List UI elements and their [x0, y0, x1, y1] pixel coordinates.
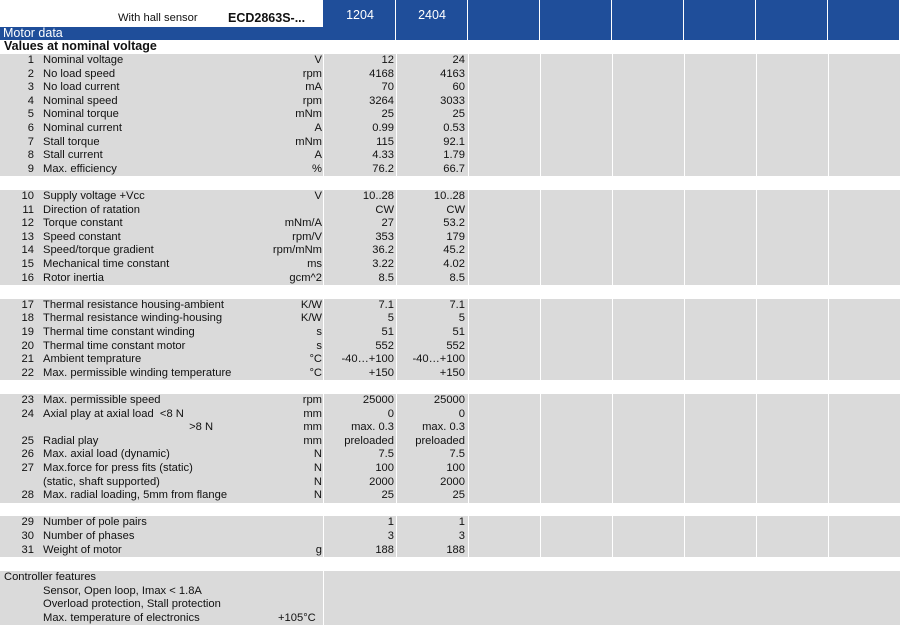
- value-2404: 25: [452, 108, 465, 121]
- table-row: [0, 217, 900, 231]
- row-number: 9: [27, 162, 34, 175]
- row-number: 28: [21, 489, 34, 502]
- table-row: [0, 489, 900, 503]
- value-2404: -40…+100: [412, 353, 465, 366]
- table-row: [0, 530, 900, 544]
- value-1204: +150: [368, 366, 394, 379]
- value-1204: max. 0.3: [351, 421, 394, 434]
- table-row: [0, 557, 900, 571]
- row-label: Thermal resistance winding-housing: [43, 312, 223, 325]
- value-2404: 51: [452, 326, 465, 338]
- row-unit: ms: [307, 258, 322, 270]
- value-2404: [398, 557, 465, 571]
- table-row: [0, 380, 900, 394]
- table-row: [0, 394, 900, 408]
- row-number: 17: [21, 298, 34, 311]
- row-label: No load speed: [43, 67, 116, 80]
- row-label: >8 N: [43, 421, 214, 434]
- controller-line-row: [0, 612, 900, 626]
- row-unit: [230, 516, 322, 530]
- row-label: Number of phases: [43, 530, 135, 542]
- value-2404: 0.53: [443, 122, 465, 134]
- row-number: [0, 380, 34, 394]
- table-row: [0, 149, 900, 163]
- table-row: [0, 258, 900, 272]
- table-row: [0, 299, 900, 313]
- empty-column-header: [612, 0, 684, 40]
- row-number: [0, 421, 34, 435]
- table-row: [0, 312, 900, 326]
- row-number: 3: [27, 81, 34, 94]
- row-number: 8: [27, 149, 34, 162]
- column-header-1204: 1204: [323, 0, 396, 40]
- row-unit: K/W: [300, 312, 322, 325]
- row-unit: N: [313, 462, 322, 474]
- table-header: [0, 0, 900, 40]
- row-number: 4: [27, 94, 34, 107]
- value-1204: 0.99: [372, 122, 394, 134]
- table-row: [0, 476, 900, 490]
- controller-sensor-text: Sensor, Open loop, Imax < 1.8A: [43, 584, 202, 597]
- row-unit: °C: [309, 353, 322, 366]
- value-1204: 115: [376, 135, 394, 148]
- value-1204: [326, 503, 394, 517]
- empty-column-header: [468, 0, 540, 40]
- row-unit: rpm: [302, 94, 322, 107]
- value-1204: 3.22: [372, 258, 394, 270]
- row-unit: mNm: [295, 135, 322, 148]
- value-1204: CW: [375, 203, 394, 216]
- empty-column-header: [756, 0, 828, 40]
- table-row: [0, 136, 900, 150]
- table-row: [0, 122, 900, 136]
- row-number: [0, 503, 34, 517]
- table-row: [0, 421, 900, 435]
- value-2404: 3033: [440, 94, 465, 107]
- value-2404: [398, 380, 465, 394]
- value-2404: 24: [452, 54, 465, 66]
- table-row: [0, 367, 900, 381]
- table-row: [0, 516, 900, 530]
- row-unit: V: [314, 54, 322, 66]
- value-1204: 76.2: [372, 162, 394, 175]
- controller-temp-label: Max. temperature of electronics: [43, 611, 200, 624]
- row-label: Speed/torque gradient: [43, 244, 154, 257]
- table-row: [0, 326, 900, 340]
- row-unit: [230, 503, 322, 517]
- row-unit: rpm/mNm: [272, 244, 322, 257]
- table-row: [0, 503, 900, 517]
- value-1204: 12: [381, 54, 394, 66]
- row-unit: mA: [305, 81, 322, 94]
- table-row: [0, 81, 900, 95]
- row-label: Direction of ratation: [43, 203, 141, 216]
- row-number: [0, 285, 34, 299]
- row-unit: s: [316, 326, 322, 338]
- row-number: 21: [21, 353, 34, 366]
- table-row: [0, 68, 900, 82]
- value-2404: 1: [458, 516, 465, 529]
- value-1204: 70: [381, 81, 394, 94]
- value-1204: -40…+100: [341, 353, 394, 366]
- row-unit: mm: [303, 421, 322, 434]
- controller-temp-value: +105°C: [278, 611, 316, 624]
- row-label: Stall current: [43, 149, 103, 162]
- empty-column-header: [684, 0, 756, 40]
- value-2404: 53.2: [443, 217, 465, 230]
- value-1204: 4.33: [372, 149, 394, 162]
- row-unit: g: [315, 543, 322, 556]
- table-row: [0, 435, 900, 449]
- empty-column-header: [828, 0, 900, 40]
- subsection-title: Values at nominal voltage: [4, 39, 157, 53]
- value-2404: 7.5: [449, 448, 465, 461]
- row-label: Ambient temprature: [43, 353, 142, 366]
- row-number: 24: [21, 407, 34, 420]
- column-header-2404: 2404: [396, 0, 468, 40]
- row-label: (static, shaft supported): [43, 475, 160, 488]
- value-1204: 8.5: [378, 271, 394, 284]
- value-2404: [398, 503, 465, 517]
- model-name: ECD2863S-...: [228, 11, 306, 25]
- value-1204: 2000: [369, 475, 394, 488]
- row-label: Max. permissible speed: [43, 394, 161, 406]
- value-2404: 188: [446, 543, 465, 556]
- row-number: [0, 176, 34, 190]
- row-unit: V: [314, 190, 322, 202]
- table-row: [0, 163, 900, 177]
- row-label: Nominal voltage: [43, 54, 124, 66]
- empty-column-header: [540, 0, 612, 40]
- value-1204: 10..28: [362, 190, 394, 202]
- row-number: 30: [21, 530, 34, 542]
- row-unit: rpm: [302, 394, 322, 406]
- table-row: [0, 544, 900, 558]
- value-2404: 92.1: [443, 135, 465, 148]
- value-2404: 25000: [433, 394, 465, 406]
- row-unit: [230, 285, 322, 299]
- row-label: Max. efficiency: [43, 162, 117, 175]
- row-label: Nominal speed: [43, 94, 118, 107]
- table-row: [0, 176, 900, 190]
- value-2404: 5: [458, 312, 465, 325]
- row-number: 1: [27, 54, 34, 66]
- value-2404: 4163: [440, 67, 465, 80]
- row-label: Max. permissible winding temperature: [43, 366, 232, 379]
- value-2404: +150: [439, 366, 465, 379]
- row-unit: rpm/V: [292, 230, 322, 243]
- row-unit: mm: [303, 407, 322, 420]
- table-row: [0, 462, 900, 476]
- row-number: 19: [21, 326, 34, 338]
- row-number: 14: [21, 244, 34, 257]
- table-row: [0, 231, 900, 245]
- value-2404: 66.7: [443, 162, 465, 175]
- value-1204: 7.1: [378, 298, 394, 311]
- row-unit: %: [312, 162, 322, 175]
- value-1204: 7.5: [378, 448, 394, 461]
- value-1204: 25: [381, 489, 394, 502]
- row-unit: gcm^2: [289, 271, 322, 284]
- row-unit: s: [316, 339, 322, 352]
- row-unit: K/W: [300, 298, 322, 311]
- row-label: Axial play at axial load <8 N: [43, 407, 184, 420]
- row-number: 12: [21, 217, 34, 230]
- table-row: [0, 54, 900, 68]
- row-unit: °C: [309, 366, 322, 379]
- value-1204: [326, 380, 394, 394]
- row-unit: [230, 530, 322, 544]
- table-row: [0, 285, 900, 299]
- row-number: 13: [21, 230, 34, 243]
- value-2404: preloaded: [415, 434, 465, 447]
- controller-title-row: [0, 571, 900, 585]
- value-2404: 100: [446, 462, 465, 474]
- table-row: [0, 408, 900, 422]
- section-title: Motor data: [0, 27, 323, 40]
- value-2404: 2000: [440, 475, 465, 488]
- value-2404: 3: [458, 530, 465, 542]
- row-number: [0, 476, 34, 490]
- row-number: 10: [21, 190, 34, 202]
- row-number: 15: [21, 258, 34, 270]
- value-2404: 179: [446, 230, 465, 243]
- value-1204: 0: [387, 407, 394, 420]
- value-1204: 3: [387, 530, 394, 542]
- row-unit: N: [313, 489, 322, 502]
- controller-title: Controller features: [4, 571, 97, 583]
- value-2404: 1.79: [443, 149, 465, 162]
- hall-sensor-label: With hall sensor: [118, 12, 198, 24]
- value-2404: 4.02: [443, 258, 465, 270]
- value-1204: 51: [381, 326, 394, 338]
- value-1204: 4168: [369, 67, 394, 80]
- row-number: 11: [22, 203, 34, 216]
- value-1204: 5: [387, 312, 394, 325]
- value-2404: CW: [446, 203, 465, 216]
- row-number: 23: [21, 394, 34, 406]
- row-number: [0, 557, 34, 571]
- table-row: [0, 244, 900, 258]
- table-row: [0, 190, 900, 204]
- controller-protection-text: Overload protection, Stall protection: [43, 598, 221, 611]
- row-unit: [230, 380, 322, 394]
- row-unit: A: [314, 122, 322, 134]
- row-unit: N: [313, 475, 322, 488]
- row-label: Stall torque: [43, 135, 100, 148]
- row-label: Radial play: [43, 434, 99, 447]
- row-label: Thermal time constant motor: [43, 339, 186, 352]
- row-number: 31: [21, 543, 34, 556]
- value-1204: 27: [381, 217, 394, 230]
- value-2404: [398, 176, 465, 190]
- value-2404: [398, 285, 465, 299]
- value-2404: 45.2: [443, 244, 465, 257]
- row-unit: A: [314, 149, 322, 162]
- value-1204: [326, 557, 394, 571]
- row-number: 26: [21, 448, 34, 461]
- row-label: Supply voltage +Vcc: [43, 190, 145, 202]
- value-1204: 353: [375, 230, 394, 243]
- value-2404: 552: [446, 339, 465, 352]
- row-label: Rotor inertia: [43, 271, 104, 284]
- value-2404: 8.5: [449, 271, 465, 284]
- table-row: [0, 204, 900, 218]
- value-1204: 100: [375, 462, 394, 474]
- row-unit: rpm: [302, 67, 322, 80]
- row-number: 6: [27, 122, 34, 134]
- row-label: Nominal current: [43, 122, 122, 134]
- row-number: 7: [27, 135, 34, 148]
- row-unit: [230, 557, 322, 571]
- row-number: 27: [21, 462, 34, 474]
- value-1204: 552: [375, 339, 394, 352]
- row-label: Max.force for press fits (static): [43, 462, 193, 474]
- value-1204: preloaded: [344, 434, 394, 447]
- row-unit: [230, 176, 322, 190]
- row-label: Thermal resistance housing-ambient: [43, 298, 224, 311]
- row-number: 29: [21, 516, 34, 529]
- row-label: Max. axial load (dynamic): [43, 448, 170, 461]
- row-unit: [230, 204, 322, 218]
- row-label: Mechanical time constant: [43, 258, 170, 270]
- table-row: [0, 340, 900, 354]
- value-1204: 25: [381, 108, 394, 121]
- value-2404: 60: [452, 81, 465, 94]
- value-1204: 25000: [362, 394, 394, 406]
- row-number: 22: [21, 366, 34, 379]
- row-label: Max. radial loading, 5mm from flange: [43, 489, 228, 502]
- value-1204: 36.2: [372, 244, 394, 257]
- table-row: [0, 272, 900, 286]
- row-number: 2: [27, 67, 34, 80]
- controller-line-row: [0, 598, 900, 612]
- value-1204: 188: [375, 543, 394, 556]
- value-1204: 3264: [369, 94, 394, 107]
- value-2404: 0: [458, 407, 465, 420]
- row-unit: mm: [303, 434, 322, 447]
- row-unit: mNm/A: [284, 217, 322, 230]
- value-2404: 10..28: [433, 190, 465, 202]
- value-2404: 7.1: [449, 298, 465, 311]
- row-number: 18: [21, 312, 34, 325]
- row-label: Torque constant: [43, 217, 123, 230]
- row-label: Number of pole pairs: [43, 516, 147, 529]
- value-2404: 25: [452, 489, 465, 502]
- table-row: [0, 448, 900, 462]
- row-number: 5: [27, 108, 34, 121]
- row-number: 25: [21, 434, 34, 447]
- row-label: Nominal torque: [43, 108, 119, 121]
- table-row: [0, 353, 900, 367]
- value-1204: 1: [387, 516, 394, 529]
- controller-line-row: [0, 585, 900, 599]
- value-1204: [326, 176, 394, 190]
- row-number: 16: [21, 271, 34, 284]
- row-label: No load current: [43, 81, 120, 94]
- row-unit: N: [313, 448, 322, 461]
- row-label: Weight of motor: [43, 543, 122, 556]
- row-unit: mNm: [295, 108, 322, 121]
- row-label: Speed constant: [43, 230, 121, 243]
- row-label: Thermal time constant winding: [43, 326, 195, 338]
- table-row: [0, 108, 900, 122]
- table-row: [0, 95, 900, 109]
- value-1204: [326, 285, 394, 299]
- row-number: 20: [21, 339, 34, 352]
- value-2404: max. 0.3: [422, 421, 465, 434]
